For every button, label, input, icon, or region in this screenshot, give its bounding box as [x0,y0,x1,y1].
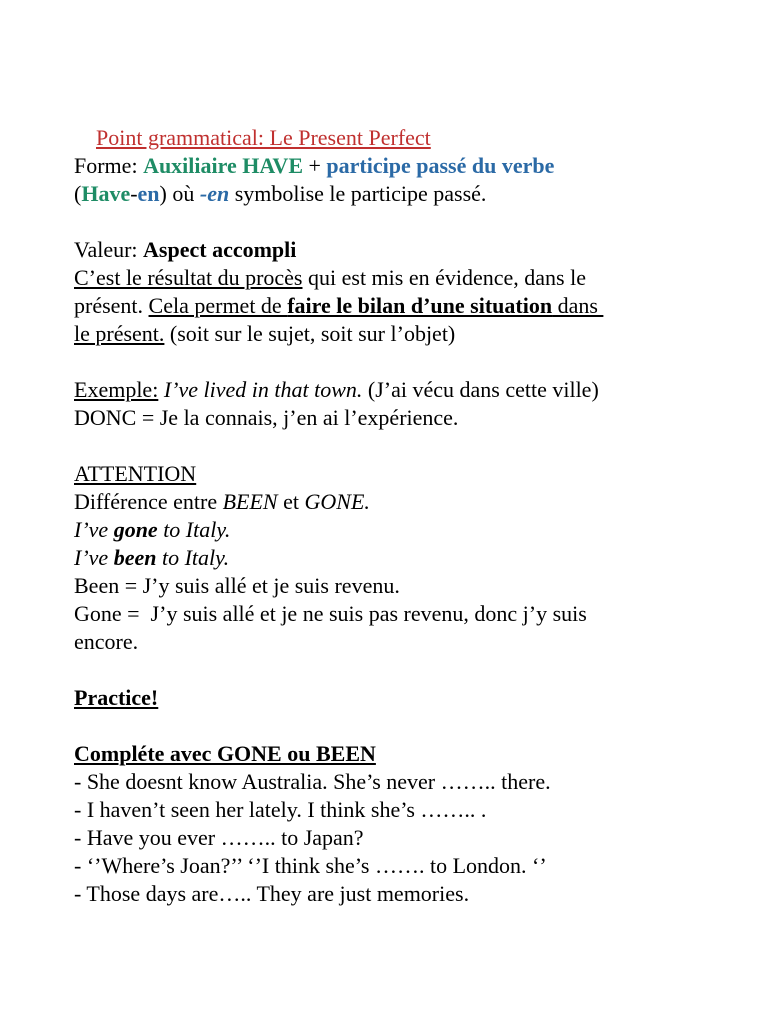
valeur-start-2: présent. [74,293,149,318]
been-definition: Been = J’y suis allé et je suis revenu. [74,573,400,598]
symbolise-text: symbolise le participe passé. [229,181,487,206]
valeur-rest-3: (soit sur le sujet, soit sur l’objet) [164,321,456,346]
gone-definition-1: Gone = J’y suis allé et je ne suis pas revenu, donc j’y suis [74,601,587,626]
attention-title: ATTENTION [74,461,197,486]
valeur-text-line-1 [74,264,714,292]
instruction-line [74,740,714,768]
spacer [74,712,714,740]
donc-text: DONC = Je la connais, j’en ai l’expérience. [74,405,459,430]
example-gone-line [74,516,714,544]
have-word: Have [81,181,131,206]
valeur-label: Valeur: [74,237,144,262]
en-suffix: -en [199,181,230,206]
close-ou: ) où [159,181,200,206]
example-gone-bold: gone [113,517,158,542]
exemple-sentence: I’ve lived in that town. [163,377,363,402]
open-paren: ( [74,181,82,206]
difference-line [74,488,714,516]
gone-definition-2: encore. [74,629,139,654]
document-page [74,96,714,908]
plus-sign: + [303,153,327,178]
spacer [74,656,714,684]
practice-title: Practice! [74,685,159,710]
example-been-c: to Italy. [156,545,230,570]
valeur-underlined-3: dans [552,293,604,318]
exercise-item: - Have you ever …….. to Japan? [74,825,364,850]
spacer [74,348,714,376]
forme-line-2 [74,180,714,208]
exercise-item: - Those days are….. They are just memories. [74,881,470,906]
valeur-text-line-2 [74,292,714,320]
page-title: Point grammatical: Le Present Perfect [96,125,431,150]
example-been-line [74,544,714,572]
exercise-item: - She doesnt know Australia. She’s never …….. there. [74,769,551,794]
valeur-line [74,236,714,264]
et-word: et [277,489,305,514]
exercise-item: - I haven’t seen her lately. I think she’s …….. . [74,797,487,822]
spacer [74,208,714,236]
practice-title-line [74,684,714,712]
gone-word: GONE. [304,489,370,514]
difference-pre: Différence entre [74,489,223,514]
valeur-underlined-2: Cela permet de [148,293,288,318]
exemple-line [74,376,714,404]
donc-line [74,404,714,432]
valeur-underlined-1: C’est le résultat du procès [74,265,303,290]
exemple-translation: (J’ai vécu dans cette ville) [362,377,599,402]
valeur-text-line-3 [74,320,714,348]
practice-instruction: Compléte avec GONE ou BEEN [74,741,376,766]
valeur-underlined-4: le présent. [74,321,165,346]
example-gone-a: I’ve [74,517,114,542]
been-word: BEEN [222,489,278,514]
example-been-a: I’ve [74,545,114,570]
dash: - [130,181,138,206]
forme-label: Forme: [74,153,144,178]
valeur-rest-1: qui est mis en évidence, dans le [302,265,586,290]
en-word: en [137,181,160,206]
participle-text: participe passé du verbe [326,153,555,178]
exemple-label: Exemple: [74,377,159,402]
exercise-item: - ‘’Where’s Joan?’’ ‘’I think she’s ……. to London. ‘’ [74,853,547,878]
valeur-bold-underlined: faire le bilan d’une situation [287,293,553,318]
valeur-value: Aspect accompli [143,237,297,262]
attention-title-line [74,460,714,488]
auxiliary-have: Auxiliaire HAVE [143,153,303,178]
example-gone-c: to Italy. [157,517,231,542]
title-line [74,96,714,150]
spacer [74,432,714,460]
example-been-bold: been [113,545,157,570]
forme-line-1 [74,152,714,180]
